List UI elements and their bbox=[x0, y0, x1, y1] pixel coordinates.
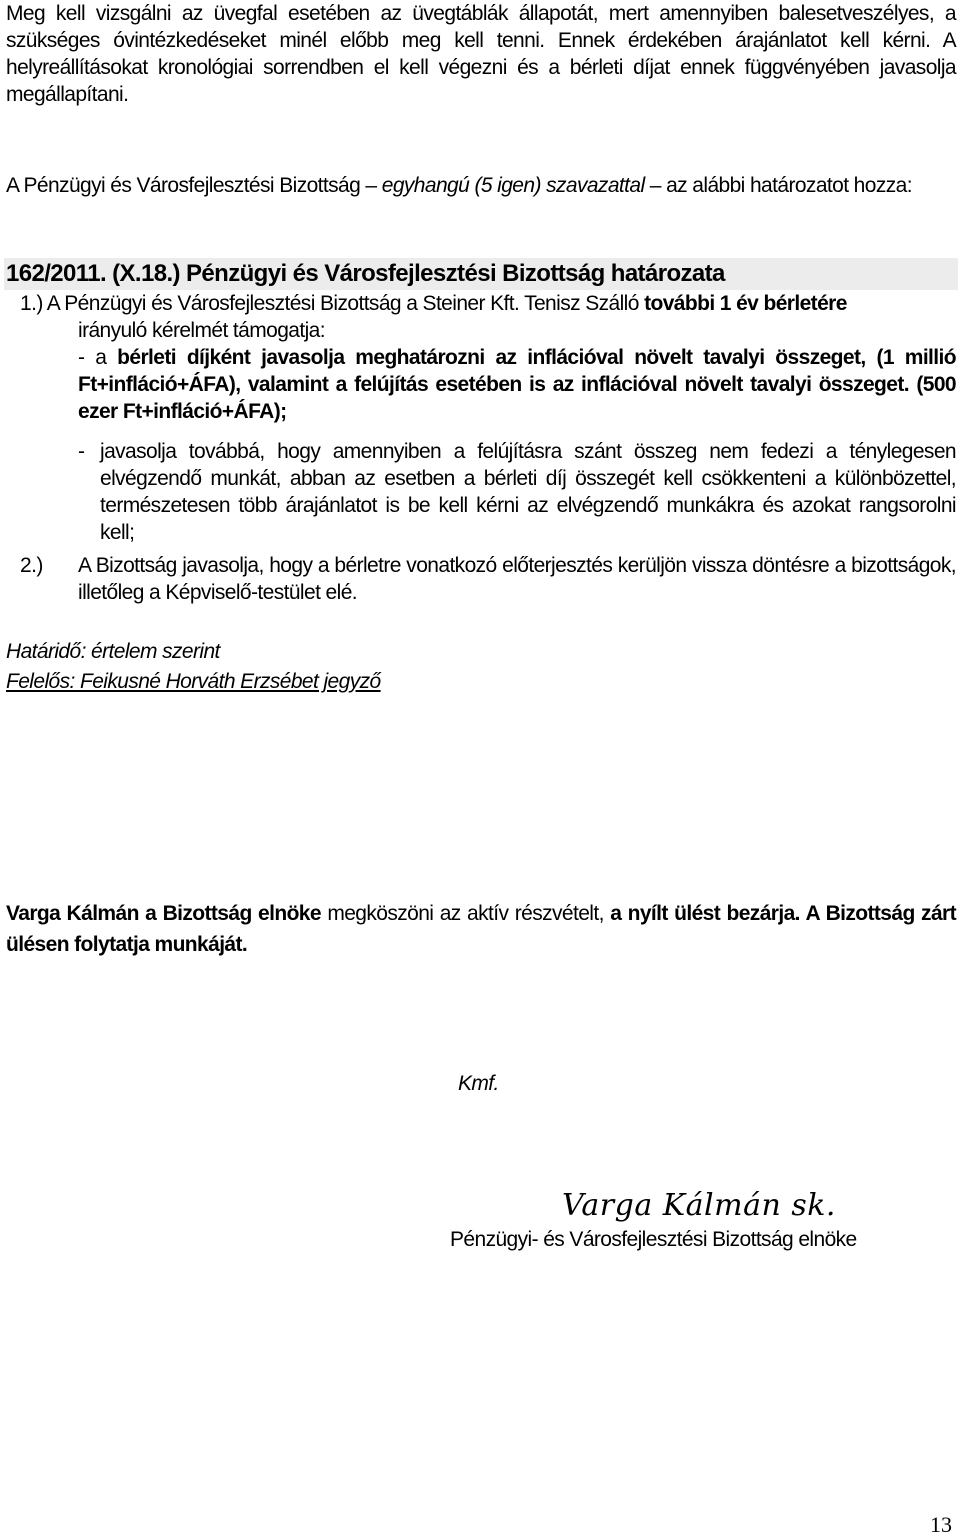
item-2-number: 2.) bbox=[20, 554, 43, 577]
responsible-person: Felelős: Feikusné Horváth Erzsébet jegyző bbox=[6, 670, 381, 693]
bullet-1-prefix: - a bbox=[78, 346, 118, 369]
bullet-1-text: bérleti díjként javasolja meghatározni az inflációval növelt tavalyi összeget, (1 millió Ft+infláció+ÁFA), valamint a felújítás esetében is az inflációval növelt tavalyi összeget. (500 ezer Ft+infláció+ÁFA); bbox=[78, 346, 956, 423]
closing-chair: Varga Kálmán a Bizottság elnöke bbox=[6, 902, 321, 925]
bullet-2-text: javasolja továbbá, hogy amennyiben a felújításra szánt összeg nem fedezi a ténylegesen elvégzendő munkát, abban az esetben a bérleti díj összegét kell csökkenteni a különbözettel, természetesen több árajánlatot is be kell kérni az elvégzendő munkákra és azokat rangsorolni kell; bbox=[100, 440, 956, 544]
vote-result: egyhangú (5 igen) szavazattal bbox=[381, 174, 645, 197]
signature: Varga Kálmán sk. bbox=[562, 1188, 836, 1223]
intro-paragraph: Meg kell vizsgálni az üvegfal esetében az üvegtáblák állapotát, mert amennyiben balesetveszélyes, a szükséges óvintézkedéseket minél előbb meg kell tenni. Ennek érdekében árajánlatot kell kérni. A helyreállításokat kronológiai sorrendben el kell végezni és a bérleti díjat ennek függvényében javasolja megállapítani. bbox=[6, 2, 956, 106]
vote-text-end: – az alábbi határozatot hozza: bbox=[644, 174, 912, 197]
item-1-emphasis: további 1 év bérletére bbox=[644, 292, 847, 315]
closing-adjourn: a nyílt ülést bezárja. A Bizottság zárt ülésen folytatja munkáját. bbox=[6, 902, 956, 956]
item-1-continuation: irányuló kérelmét támogatja: bbox=[78, 319, 325, 342]
item-1-text-start: A Pénzügyi és Városfejlesztési Bizottság a Steiner Kft. Tenisz Szálló bbox=[42, 292, 645, 315]
item-1-number: 1.) bbox=[20, 292, 43, 315]
closing-paragraph bbox=[6, 898, 956, 960]
signer-title: Pénzügyi- és Városfejlesztési Bizottság elnöke bbox=[450, 1228, 857, 1251]
item-1-bullet-1 bbox=[78, 344, 956, 425]
resolution-title: 162/2011. (X.18.) Pénzügyi és Városfejlesztési Bizottság határozata bbox=[4, 258, 958, 290]
deadline: Határidő: értelem szerint bbox=[6, 640, 220, 663]
page-number: 13 bbox=[930, 1512, 952, 1537]
kmf-label: Kmf. bbox=[458, 1072, 499, 1095]
resolution-item-1 bbox=[20, 290, 956, 317]
resolution-item-2 bbox=[20, 552, 956, 606]
vote-paragraph bbox=[6, 172, 956, 199]
closing-thanks: megköszöni az aktív részvételt, bbox=[320, 902, 611, 925]
bullet-2-dash: - bbox=[78, 440, 85, 463]
vote-text-start: A Pénzügyi és Városfejlesztési Bizottság – bbox=[6, 174, 382, 197]
item-1-bullet-2 bbox=[78, 438, 956, 546]
item-2-text: A Bizottság javasolja, hogy a bérletre vonatkozó előterjesztés kerüljön vissza döntésre a bizottságok, illetőleg a Képviselő-testület elé. bbox=[78, 554, 956, 604]
